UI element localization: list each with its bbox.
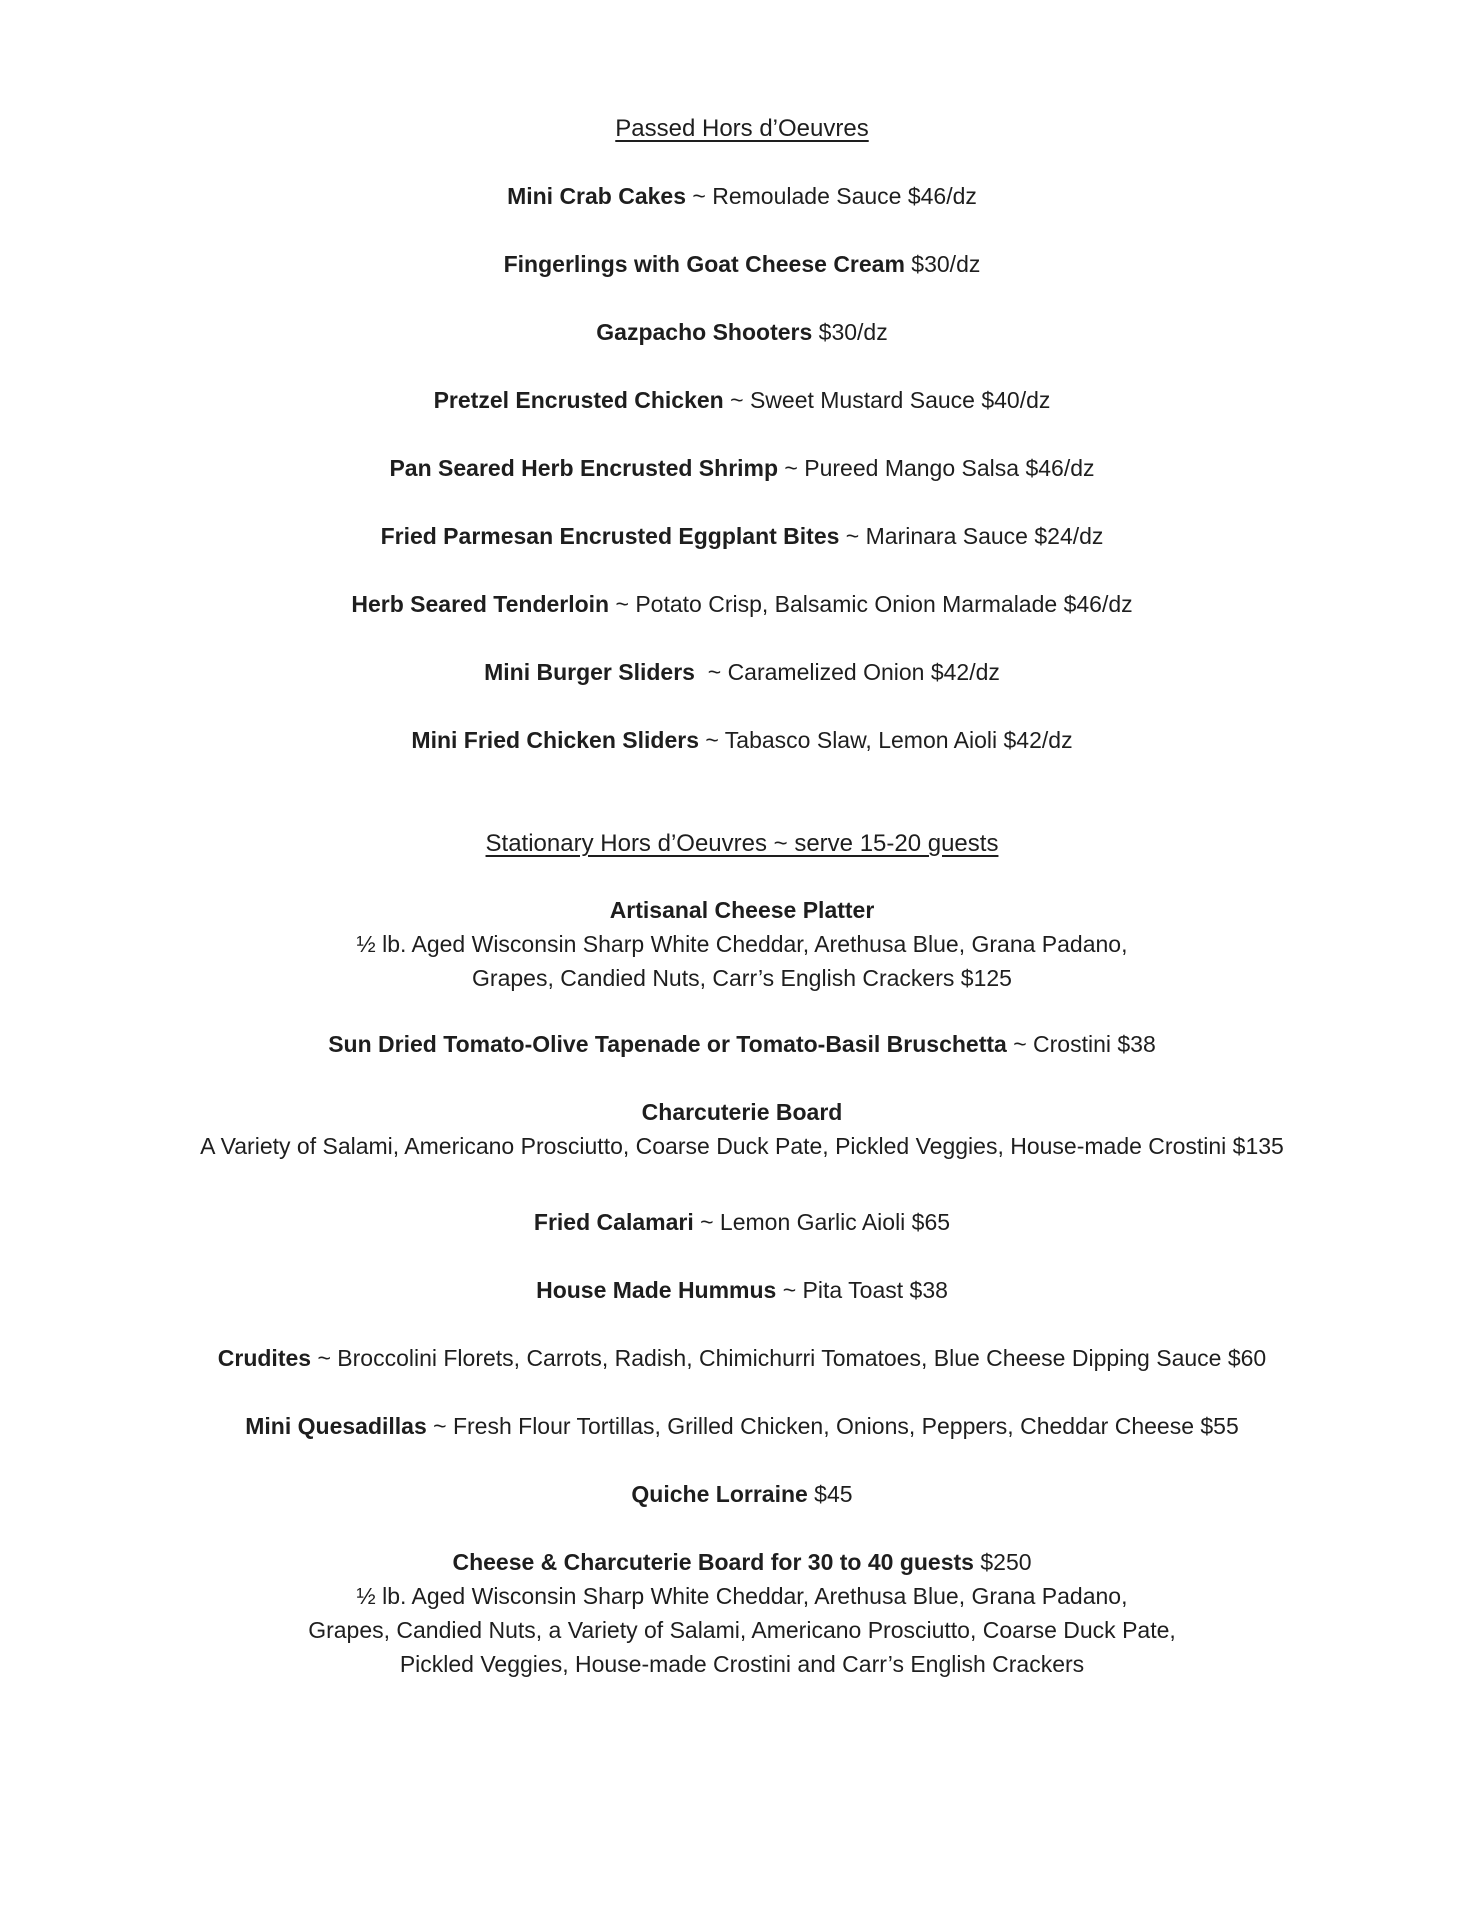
- item-desc: ~ Crostini $38: [1006, 1031, 1156, 1057]
- large-board-title: [0, 1549, 1484, 1576]
- menu-item: [0, 1413, 1484, 1440]
- item-name: Pan Seared Herb Encrusted Shrimp: [389, 455, 779, 481]
- item-desc: $30/dz: [812, 319, 888, 345]
- item-desc: ~ Potato Crisp, Balsamic Onion Marmalade $46/dz: [609, 591, 1133, 617]
- item-name: Fried Parmesan Encrusted Eggplant Bites: [380, 523, 840, 549]
- item-name: Mini Crab Cakes: [507, 183, 687, 209]
- item-desc: ~ Broccolini Florets, Carrots, Radish, Chimichurri Tomatoes, Blue Cheese Dipping Sauce $60: [311, 1345, 1267, 1371]
- menu-item: [0, 591, 1484, 618]
- item-name: Mini Quesadillas: [245, 1413, 427, 1439]
- item-desc: $45: [807, 1481, 853, 1507]
- description-line: Grapes, Candied Nuts, a Variety of Salami, Americano Prosciutto, Coarse Duck Pate,: [308, 1617, 1176, 1643]
- item-name: Gazpacho Shooters: [596, 319, 813, 345]
- item-desc: ~ Tabasco Slaw, Lemon Aioli $42/dz: [699, 727, 1073, 753]
- item-name: Crudites: [217, 1345, 312, 1371]
- item-desc: ~ Sweet Mustard Sauce $40/dz: [723, 387, 1051, 413]
- charcuterie-description: [0, 1129, 1484, 1163]
- item-desc: ~ Marinara Sauce $24/dz: [839, 523, 1104, 549]
- item-desc: $30/dz: [904, 251, 981, 277]
- description-line: ½ lb. Aged Wisconsin Sharp White Cheddar, Arethusa Blue, Grana Padano,: [356, 1583, 1128, 1609]
- item-name: Quiche Lorraine: [631, 1481, 808, 1507]
- item-name: Pretzel Encrusted Chicken: [433, 387, 724, 413]
- menu-item: [0, 1031, 1484, 1058]
- description-line: Pickled Veggies, House-made Crostini and Carr’s English Crackers: [399, 1651, 1085, 1677]
- item-name: House Made Hummus: [536, 1277, 777, 1303]
- menu-item: [0, 1209, 1484, 1236]
- charcuterie-title: [0, 1099, 1484, 1126]
- item-name: Mini Burger Sliders: [484, 659, 695, 685]
- menu-item: [0, 387, 1484, 414]
- item-name: Herb Seared Tenderloin: [351, 591, 610, 617]
- item-desc: ~ Lemon Garlic Aioli $65: [693, 1209, 951, 1235]
- description-line: Grapes, Candied Nuts, Carr’s English Crackers $125: [472, 965, 1012, 991]
- cheese-platter-description: [0, 927, 1484, 995]
- item-desc: ~ Caramelized Onion $42/dz: [694, 659, 1000, 685]
- large-board-description: [0, 1579, 1484, 1681]
- menu-item: [0, 659, 1484, 686]
- item-name: Fingerlings with Goat Cheese Cream: [503, 251, 905, 277]
- item-desc: ~ Fresh Flour Tortillas, Grilled Chicken, Onions, Peppers, Cheddar Cheese $55: [426, 1413, 1239, 1439]
- item-desc: ~ Pita Toast $38: [776, 1277, 948, 1303]
- menu-item: [0, 1481, 1484, 1508]
- menu-item: [0, 727, 1484, 754]
- menu-item: [0, 1277, 1484, 1304]
- menu-item: [0, 183, 1484, 210]
- item-name: Fried Calamari: [533, 1209, 694, 1235]
- item-name: Cheese & Charcuterie Board for 30 to 40 guests: [452, 1549, 974, 1575]
- description-line: ½ lb. Aged Wisconsin Sharp White Cheddar, Arethusa Blue, Grana Padano,: [356, 931, 1128, 957]
- menu-item: [0, 455, 1484, 482]
- item-name: Artisanal Cheese Platter: [609, 897, 875, 923]
- passed-heading: Passed Hors d’Oeuvres: [615, 115, 869, 142]
- cheese-platter-title: [0, 897, 1484, 924]
- item-desc: ~ Pureed Mango Salsa $46/dz: [778, 455, 1095, 481]
- menu-item: [0, 1345, 1484, 1372]
- description-line: A Variety of Salami, Americano Prosciutto, Coarse Duck Pate, Pickled Veggies, House-made Crostini $135: [200, 1133, 1284, 1159]
- item-price: $250: [973, 1549, 1032, 1575]
- item-desc: ~ Remoulade Sauce $46/dz: [686, 183, 977, 209]
- item-name: Mini Fried Chicken Sliders: [411, 727, 699, 753]
- item-name: Charcuterie Board: [641, 1099, 843, 1125]
- stationary-heading: Stationary Hors d’Oeuvres ~ serve 15-20 guests: [485, 830, 999, 857]
- menu-item: [0, 319, 1484, 346]
- item-name: Sun Dried Tomato-Olive Tapenade or Tomato-Basil Bruschetta: [328, 1031, 1007, 1057]
- menu-item: [0, 251, 1484, 278]
- menu-item: [0, 523, 1484, 550]
